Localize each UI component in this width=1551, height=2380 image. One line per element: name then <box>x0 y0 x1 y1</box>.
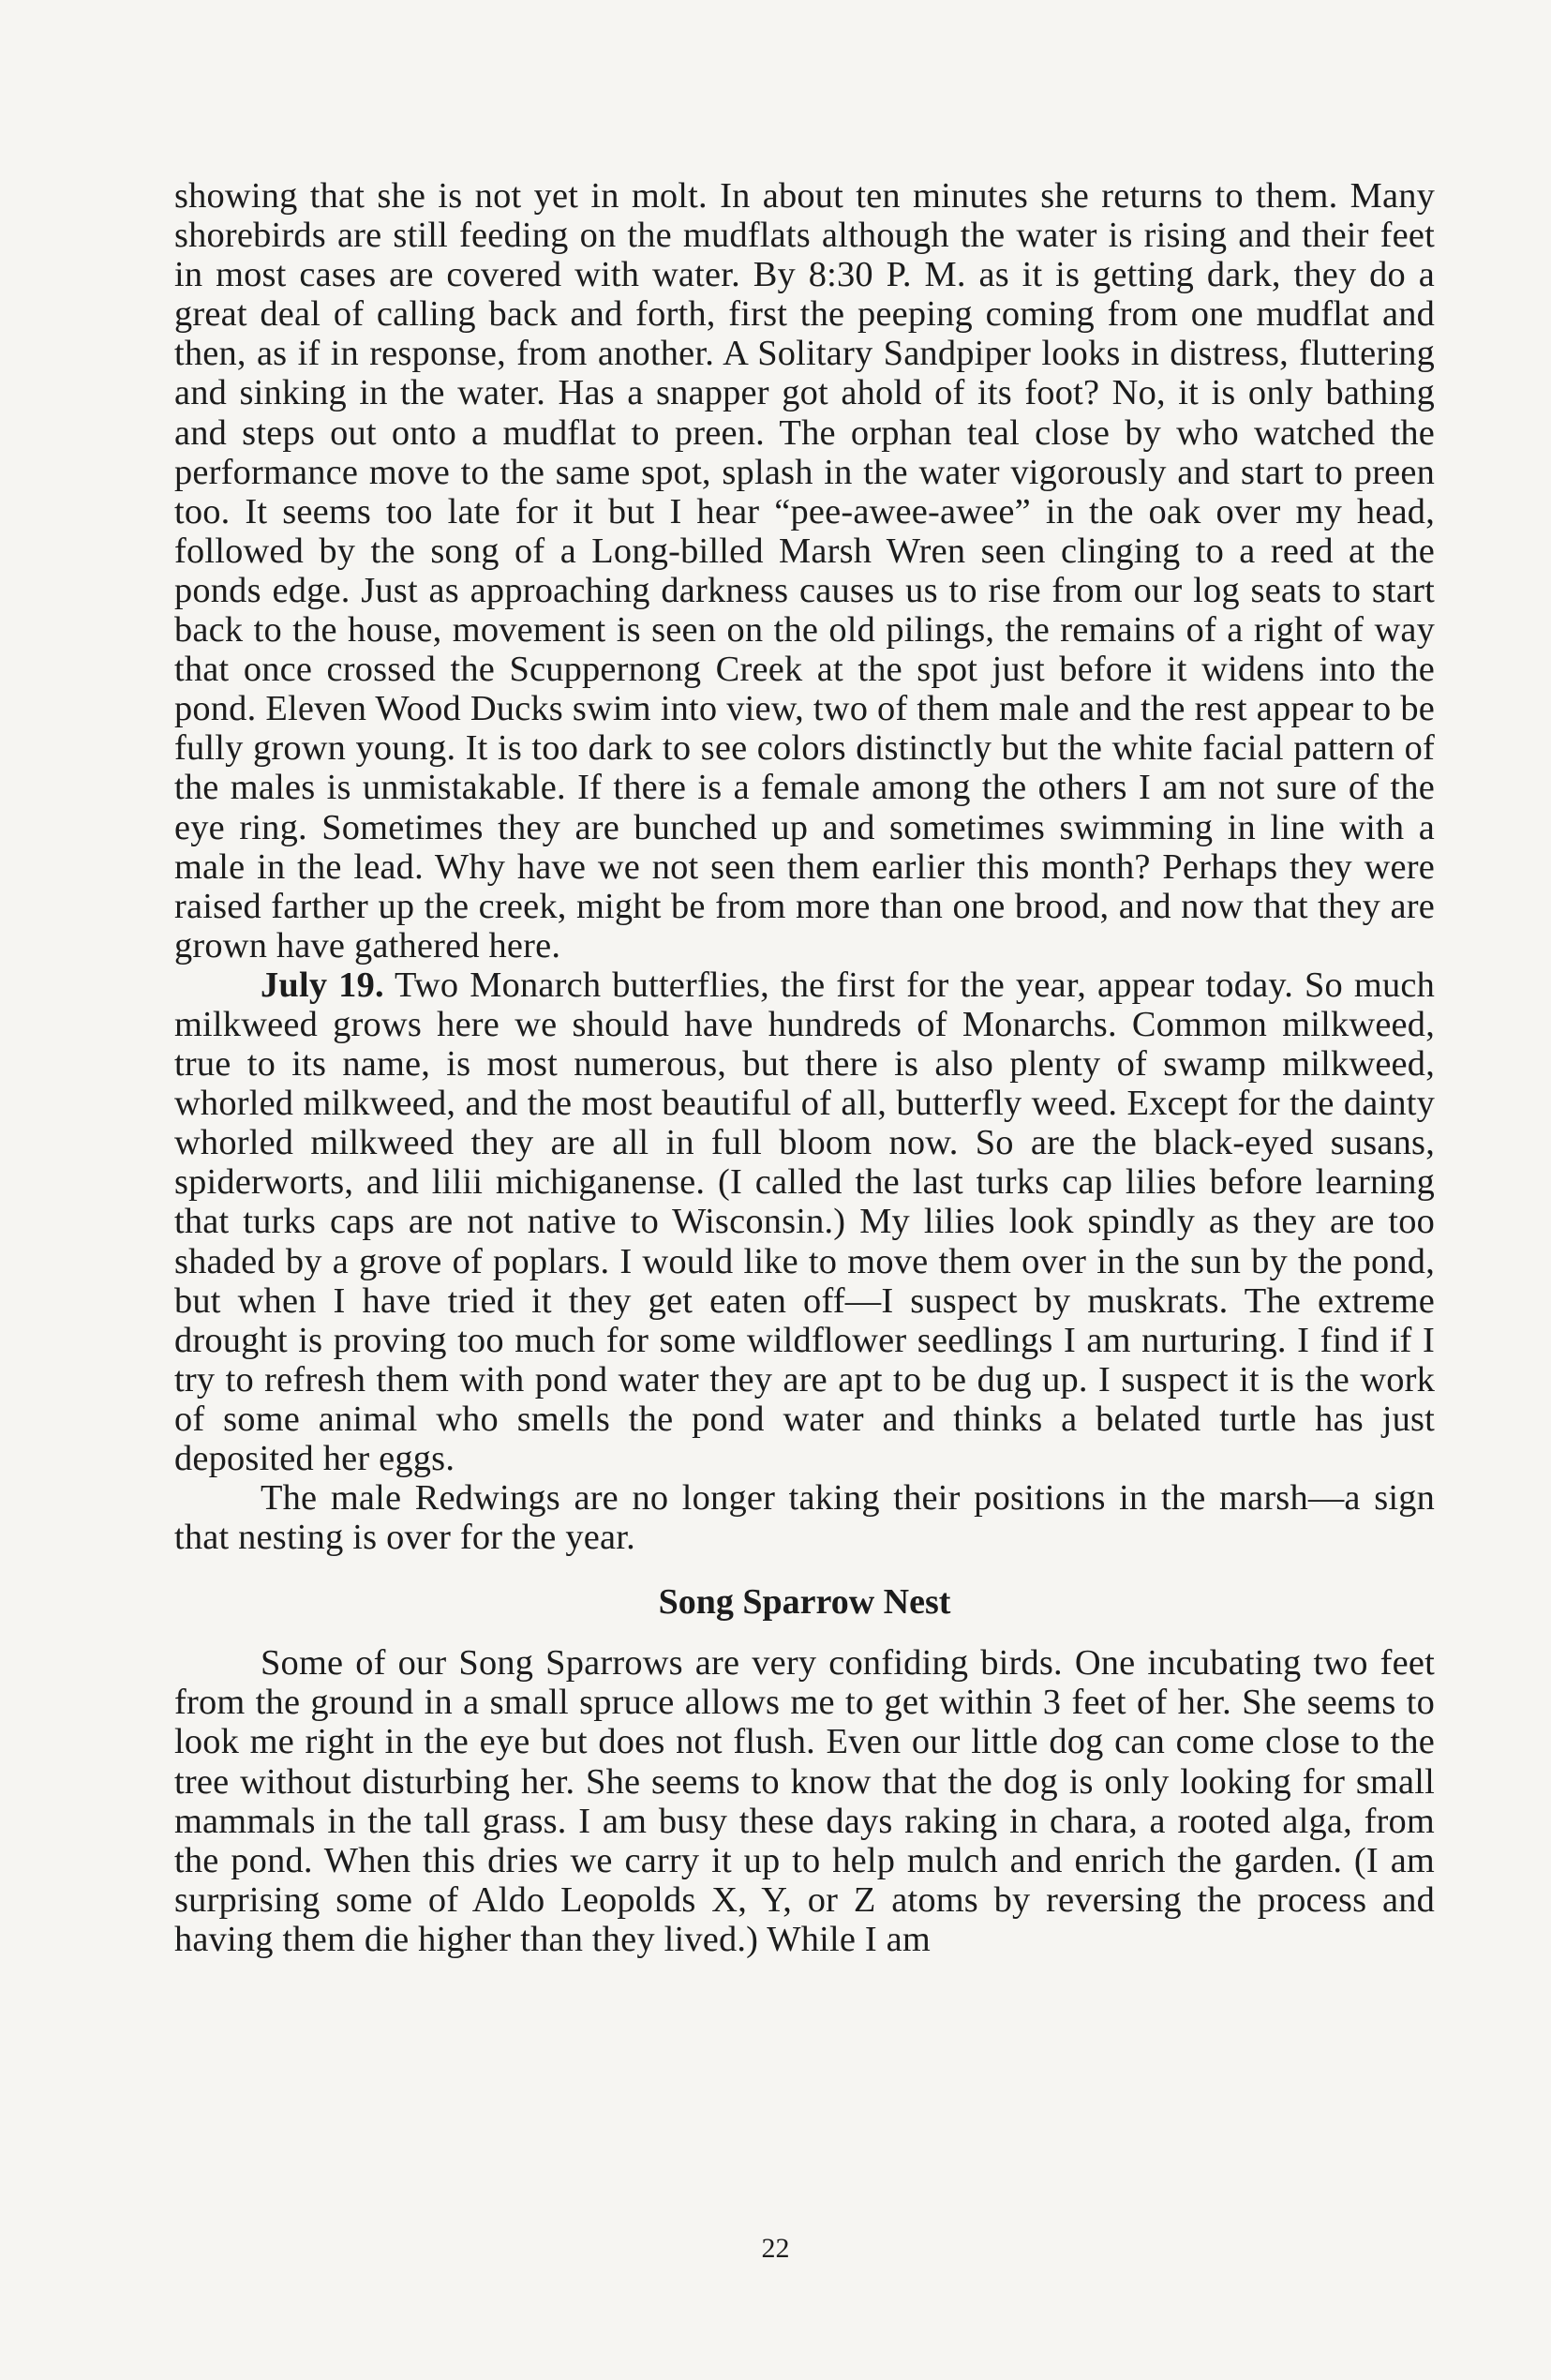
paragraph-redwings: The male Redwings are no longer taking their positions in the marsh—a sign that nesting is over for the year. <box>174 1478 1435 1558</box>
section-heading: Song Sparrow Nest <box>658 1582 951 1623</box>
entry-date: July 19. <box>261 965 384 1005</box>
article-body <box>174 176 1435 1959</box>
document-page <box>174 176 1435 1959</box>
paragraph-july-19 <box>174 965 1435 1478</box>
entry-text: Two Monarch butterflies, the first for the year, appear today. So much milkweed grows here we should have hundreds of Monarchs. Common milkweed, true to its name, is most numerous, but there is also plenty of swamp milkweed, whorled milkweed, and the most beautiful of all, butterfly weed. Except for the dainty whorled milkweed they are all in full bloom now. So are the black-eyed susans, spiderworts, and lilii michiganense. (I called the last turks cap lilies before learning that turks caps are not native to Wisconsin.) My lilies look spindly as they are too shaded by a grove of poplars. I would like to move them over in the sun by the pond, but when I have tried it they get eaten off—I suspect by muskrats. The extreme drought is proving too much for some wildflower seedlings I am nurturing. I find if I try to refresh them with pond water they are apt to be dug up. I suspect it is the work of some animal who smells the pond water and thinks a belated turtle has just deposited her eggs. <box>174 965 1436 1478</box>
page-number: 22 <box>761 2233 790 2264</box>
paragraph-song-sparrow: Some of our Song Sparrows are very confiding birds. One incubating two feet from the ground in a small spruce allows me to get within 3 feet of her. She seems to look me right in the eye but does not flush. Even our little dog can come close to the tree without disturbing her. She seems to know that the dog is only looking for small mammals in the tall grass. I am busy these days raking in chara, a rooted alga, from the pond. When this dries we carry it up to help mulch and enrich the garden. (I am surprising some of Aldo Leopolds X, Y, or Z atoms by reversing the process and having them die higher than they lived.) While I am <box>174 1643 1435 1959</box>
paragraph-evening-observations: showing that she is not yet in molt. In about ten minutes she returns to them. Many shorebirds are still feeding on the mudflats although the water is rising and their feet in most cases are covered with water. By 8:30 P. M. as it is getting dark, they do a great deal of calling back and forth, first the peeping coming from one mudflat and then, as if in response, from another. A Solitary Sandpiper looks in distress, fluttering and sinking in the water. Has a snapper got ahold of its foot? No, it is only bathing and steps out onto a mudflat to preen. The orphan teal close by who watched the performance move to the same spot, splash in the water vigorously and start to preen too. It seems too late for it but I hear “pee-awee-awee” in the oak over my head, followed by the song of a Long-billed Marsh Wren seen clinging to a reed at the ponds edge. Just as approaching darkness causes us to rise from our log seats to start back to the house, movement is seen on the old pilings, the remains of a right of way that once crossed the Scuppernong Creek at the spot just before it widens into the pond. Eleven Wood Ducks swim into view, two of them male and the rest appear to be fully grown young. It is too dark to see colors distinctly but the white facial pattern of the males is unmistakable. If there is a female among the others I am not sure of the eye ring. Sometimes they are bunched up and sometimes swimming in line with a male in the lead. Why have we not seen them earlier this month? Perhaps they were raised farther up the creek, might be from more than one brood, and now that they are grown have gathered here. <box>174 176 1435 965</box>
